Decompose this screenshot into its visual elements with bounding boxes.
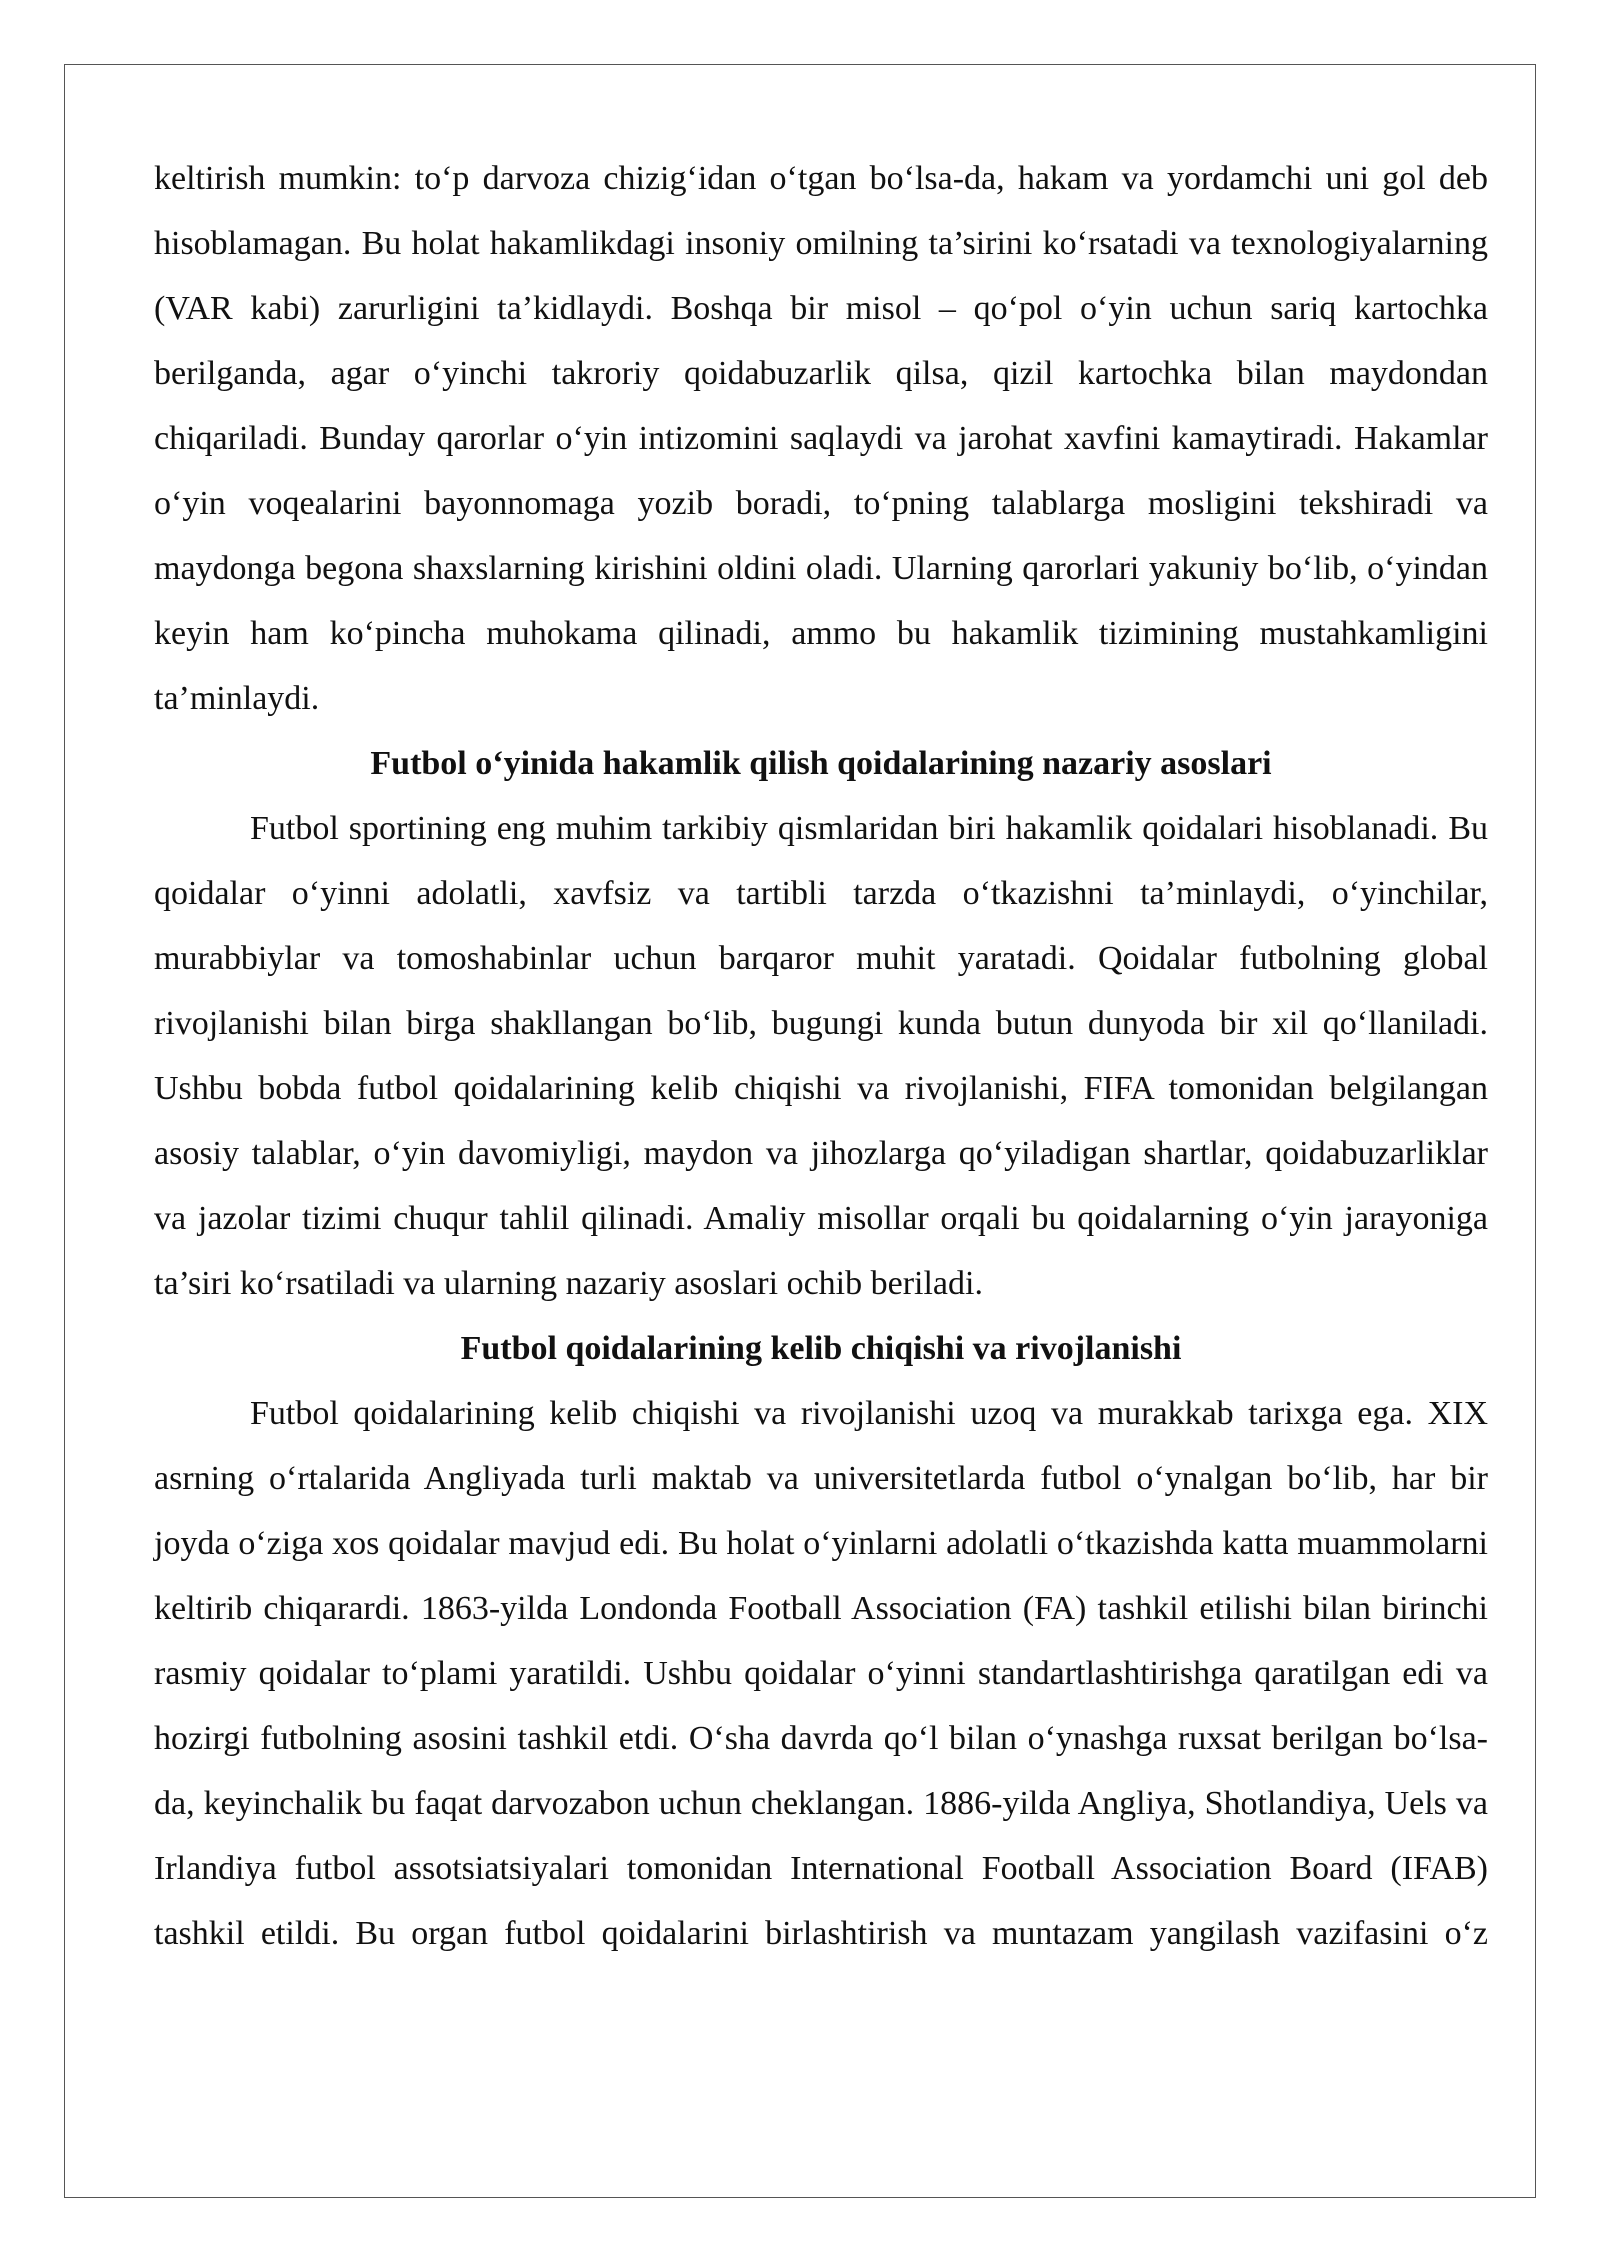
section-heading-theoretical-foundations: Futbol o‘yinida hakamlik qilish qoidalarining nazariy asoslari xyxy=(370,745,1272,782)
paragraph-rules-overview: Futbol sportining eng muhim tarkibiy qismlaridan biri hakamlik qoidalari hisoblanadi. Bu qoidalar o‘yinni adolatli, xavfsiz va tartibli tarzda o‘tkazishni ta’minlaydi, o‘yinchilar, murabbiylar va tomoshabinlar uchun barqaror muhit yaratadi. Qoidalar futbolning global rivojlanishi bilan birga shakllangan bo‘lib, bugungi kunda butun dunyoda bir xil qo‘llaniladi. Ushbu bobda futbol qoidalarining kelib chiqishi va rivojlanishi, FIFA tomonidan belgilangan asosiy talablar, o‘yin davomiyligi, maydon va jihozlarga qo‘yiladigan shartlar, qoidabuzarliklar va jazolar tizimi chuqur tahlil qilinadi. Amaliy misollar orqali bu qoidalarning o‘yin jarayoniga ta’siri ko‘rsatiladi va ularning nazariy asoslari ochib beriladi. xyxy=(154,810,1488,1302)
paragraph-rules-history: Futbol qoidalarining kelib chiqishi va rivojlanishi uzoq va murakkab tarixga ega. XIX asrning o‘rtalarida Angliyada turli maktab va universitetlarda futbol o‘ynalgan bo‘lib, har bir joyda o‘ziga xos qoidalar mavjud edi. Bu holat o‘yinlarni adolatli o‘tkazishda katta muammolarni keltirib chiqarardi. 1863-yilda Londonda Football Association (FA) tashkil etilishi bilan birinchi rasmiy qoidalar to‘plami yaratildi. Ushbu qoidalar o‘yinni standartlashtirishga qaratilgan edi va hozirgi futbolning asosini tashkil etdi. O‘sha davrda qo‘l bilan o‘ynashga ruxsat berilgan bo‘lsa-da, keyinchalik bu faqat darvozabon uchun cheklangan. 1886-yilda Angliya, Shotlandiya, Uels va Irlandiya futbol assotsiatsiyalari tomonidan International Football Association Board (IFAB) tashkil etildi. Bu organ futbol qoidalarini birlashtirish va muntazam yangilash vazifasini o‘z xyxy=(154,1395,1488,1952)
document-body xyxy=(154,146,1488,1966)
section-heading-origins: Futbol qoidalarining kelib chiqishi va rivojlanishi xyxy=(460,1330,1182,1367)
paragraph-referee-decisions: keltirish mumkin: to‘p darvoza chizig‘idan o‘tgan bo‘lsa-da, hakam va yordamchi uni gol deb hisoblamagan. Bu holat hakamlikdagi insoniy omilning ta’sirini ko‘rsatadi va texnologiyalarning (VAR kabi) zarurligini ta’kidlaydi. Boshqa bir misol – qo‘pol o‘yin uchun sariq kartochka berilganda, agar o‘yinchi takroriy qoidabuzarlik qilsa, qizil kartochka bilan maydondan chiqariladi. Bunday qarorlar o‘yin intizomini saqlaydi va jarohat xavfini kamaytiradi. Hakamlar o‘yin voqealarini bayonnomaga yozib boradi, to‘pning talablarga mosligini tekshiradi va maydonga begona shaxslarning kirishini oldini oladi. Ularning qarorlari yakuniy bo‘lib, o‘yindan keyin ham ko‘pincha muhokama qilinadi, ammo bu hakamlik tizimining mustahkamligini ta’minlaydi. xyxy=(154,160,1488,717)
